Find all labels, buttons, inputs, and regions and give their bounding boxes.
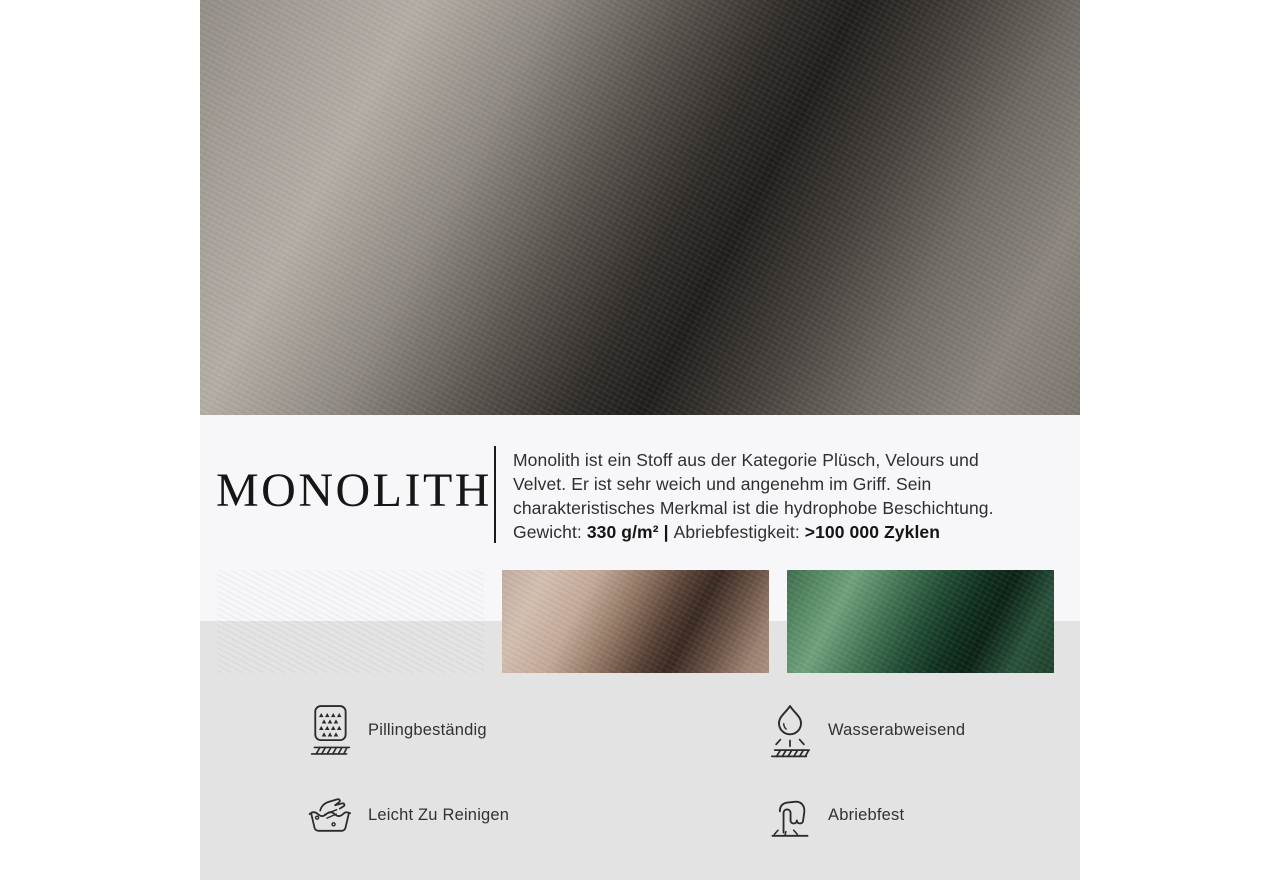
content-column [200,0,1080,880]
feature-label: Abriebfest [828,805,905,824]
feature-label: Wasserabweisend [828,720,966,739]
feature-label: Pillingbeständig [368,720,487,739]
feature-water-repellent [765,701,965,759]
feature-abrasion-resistant [765,786,965,844]
color-swatches [217,570,1054,673]
feature-label: Leicht Zu Reinigen [368,805,510,824]
description-line: charakteristisches Merkmal ist die hydrophobe Beschichtung. [513,498,994,518]
features-grid [305,702,965,843]
product-title: MONOLITH [216,464,492,517]
swatch-green[interactable] [787,570,1054,673]
spec-weight-value: 330 g/m² | [586,522,674,542]
feature-pilling-resistant [305,701,765,759]
easy-to-clean-icon [305,786,355,844]
vertical-divider [494,446,496,543]
hero-fabric-image [200,0,1080,415]
pilling-resistant-icon [305,701,355,759]
abrasion-resistant-icon [765,786,815,844]
spec-weight-label: Gewicht: [513,522,587,542]
product-description [513,448,1061,544]
swatch-taupe[interactable] [502,570,769,673]
description-line: Velvet. Er ist sehr weich und angenehm im Griff. Sein [513,474,932,494]
feature-easy-to-clean [305,786,765,844]
water-repellent-icon [765,701,815,759]
spec-abrasion-label: Abriebfestigkeit: [673,522,805,542]
spec-abrasion-value: >100 000 Zyklen [804,522,941,542]
description-line: Monolith ist ein Stoff aus der Kategorie Plüsch, Velours und [513,450,979,470]
swatch-ivory[interactable] [217,570,484,673]
